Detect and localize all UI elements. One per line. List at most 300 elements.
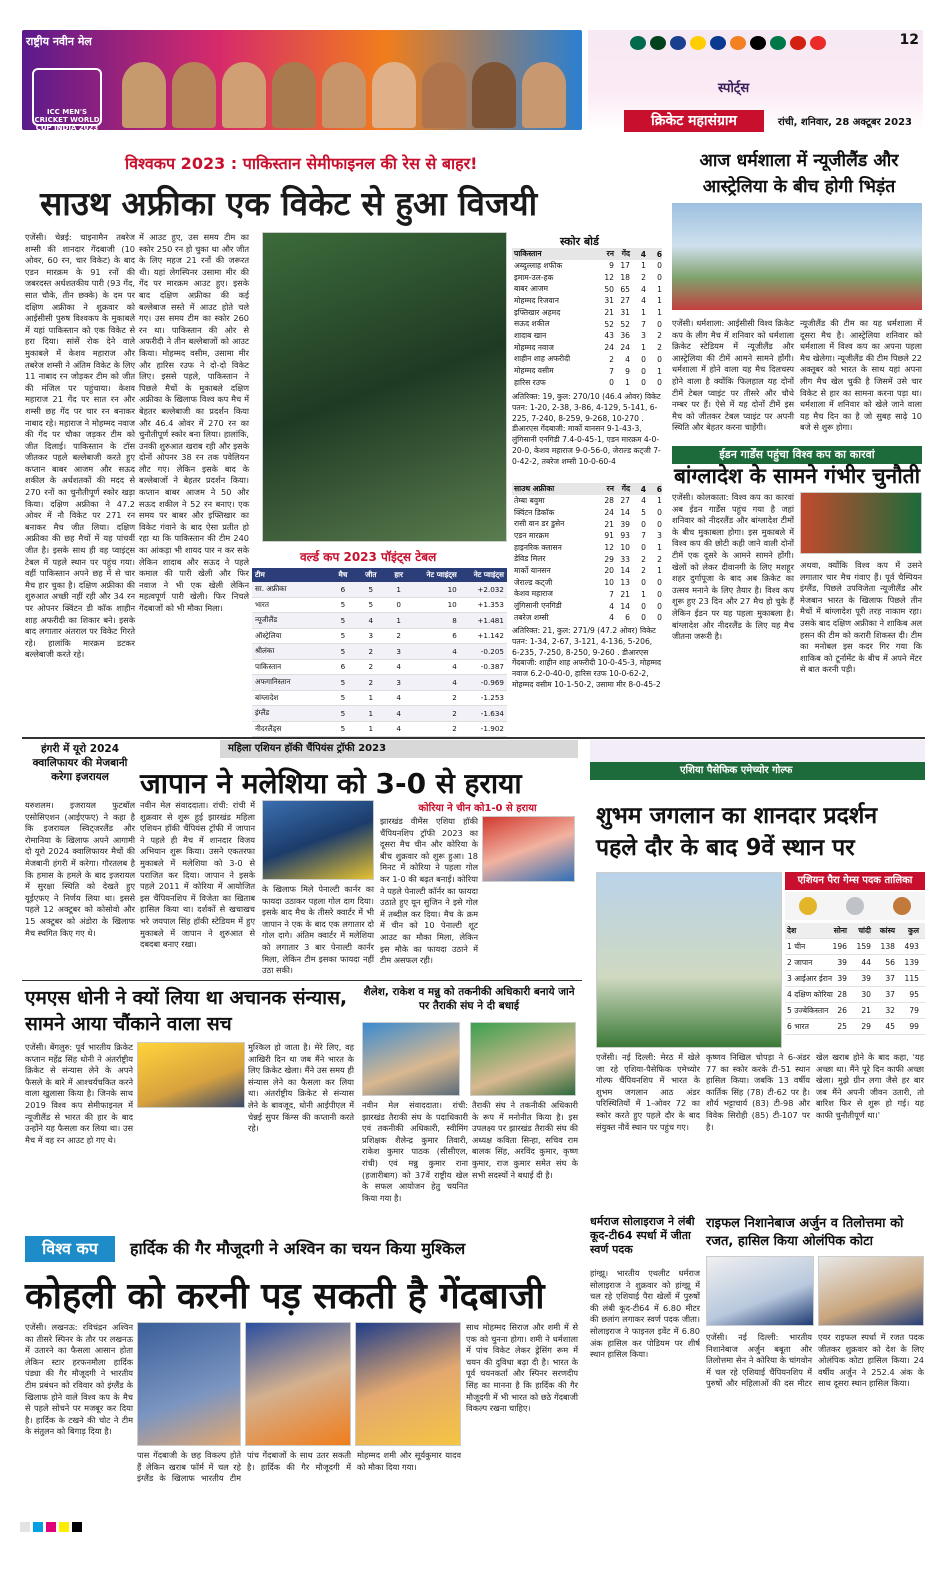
color-swatch: [59, 1522, 69, 1532]
table-cell: 4: [396, 708, 401, 718]
color-swatch: [33, 1522, 43, 1532]
bangladesh-column-1: एजेंसी। कोलकाता: विश्व कप का कारवां अब ईडन गार्डेंस पहुंच गया है जहां शनिवार को नीदरलैंड और बांग्लादेश टीमों के बीच मुकाबला होगा। इस मुकाबले में विश्व कप की छोटी कही जाने वाली दोनों टीमें एक दूसरे के आमने सामने होंगी। खेलों को लेकर दीवानगी के लिए मशहूर शहर दुर्गापूजा के बाद अब क्रिकेट का उत्सव मनाने के लिए तैयार है। विश्व कप शुरू हुए 23 दिन और 27 मैच हो चुके हैं लेकिन ईडन पर यह पहला मुकाबला है। बांग्लादेश और नीदरलैंड के लिए यह मैच जीतना जरूरी है।: [672, 492, 794, 642]
table-cell: 0: [641, 354, 646, 364]
paper-name: राष्ट्रीय नवीन मेल: [26, 35, 92, 48]
swimming-headline: शैलेश, राकेश व मन्नु को तकनीकी अधिकारी बनाये जाने पर तैराकी संघ ने दी बधाई: [363, 986, 575, 1012]
israel-headline: हंगरी में यूरो 2024 क्वालिफायर की मेजबानी करेगा इजरायल: [32, 743, 128, 783]
col-header: रन: [606, 249, 614, 258]
table-cell: 159: [856, 942, 871, 951]
player-photo: [272, 62, 316, 128]
table-cell: 3: [396, 677, 401, 687]
table-cell: 3: [368, 631, 374, 641]
table-row: [252, 629, 507, 645]
pak-summary: अतिरिक्त: 19, कुल: 270/10 (46.4 ओवर) विकेट पतन: 1-20, 2-38, 3-86, 4-129, 5-141, 6-225, 7-240, 8-259, 9-268, 10-270 . डीआरएस गेंदबाजी: मार्को यानसन 9-1-43-3, लुंगिसानी एनगिडी 7.4-0-45-1, एडन मारक्रम 4-0-20-0, केशव महाराज 9-0-56-0, जेराल्ड कट्जी 7-0-42-2, तबरेज शम्सी 10-0-60-4: [512, 392, 661, 466]
table-cell: 24: [604, 343, 614, 353]
table-cell: 14: [620, 566, 630, 576]
player-photo: [322, 62, 366, 128]
table-row: [512, 377, 662, 389]
table-cell: भारत: [255, 599, 269, 609]
table-cell: 0: [657, 261, 662, 271]
table-cell: 12: [604, 273, 614, 283]
table-cell: 27: [620, 296, 630, 306]
kohli-photo: [355, 1322, 461, 1446]
table-row: [512, 530, 662, 542]
sa-scorecard: [512, 483, 662, 624]
table-cell: 25: [837, 1022, 847, 1031]
table-cell: 1: [396, 615, 401, 625]
table-row: [512, 600, 662, 612]
table-cell: 91: [604, 531, 614, 541]
hockey-band: महिला एशियन हॉकी चैंपियंस ट्रॉफी 2023: [220, 740, 578, 758]
table-cell: 138: [880, 942, 895, 951]
table-cell: +1.142: [477, 631, 504, 641]
table-cell: 2: [641, 566, 646, 576]
flag-icon: [710, 36, 726, 50]
col-header: नेट प्वाइंट्स: [473, 570, 504, 579]
table-cell: 4: [452, 662, 457, 672]
table-cell: 1: [368, 708, 374, 718]
dharamshala-column-1: एजेंसी। धर्मशाला: आईसीसी विश्व क्रिकेट कप के लीग मैच में शनिवार को धर्मशाला क्रिकेट स्टेडियम में न्यूजीलैंड और आस्ट्रेलिया की टीमें आमने सामने होंगी। धर्मशाला में होने वाला यह मैच दिलचस्प होने वाला है क्योंकि फिलहाल यह दोनों टीमें टेबल प्वाइंट पर तीसरे और चौथे नम्बर पर हैं। ऐसे में यह दोनों टीमें इस मैच को जीतकर टेबल प्वाइंट पर अपनी स्थिति और बेहतर करना चाहेंगी।: [672, 318, 794, 433]
table-cell: 18: [620, 273, 630, 283]
korea-body: झारखंड वीमेंस एशिया हॉकी चैंपियनशिप ट्रॉफी 2023 का दूसरा मैच चीन और कोरिया के बीच शुक्रवार को शुरू हुआ। 18 मिनट में कोरिया ने पहला गोल कर 1-0 की बढ़त बनाई। कोरिया ने पहले पेनाल्टी कॉर्नर का फायदा उठाते हुए यून सुजिन ने इसे गोल में तब्दील कर दिया। मैच के क्रम में चीन को 10 पेनाल्टी शूट आउट का मौका मिला, लेकिन इस मौके का फायदा उठाने में टीम असफल रही।: [380, 816, 478, 966]
section-divider: [22, 737, 925, 739]
dateline: रांची, शनिवार, 28 अक्टूबर 2023: [778, 117, 913, 128]
hockey-photo: [262, 800, 374, 880]
table-cell: डेविड मिलर: [514, 554, 546, 564]
table-row: [512, 495, 662, 507]
table-cell: 0: [657, 319, 662, 329]
table-cell: 17: [620, 261, 630, 271]
table-cell: ऑस्ट्रेलिया: [255, 630, 282, 640]
table-cell: 0: [657, 578, 662, 588]
table-cell: 10: [620, 543, 630, 553]
official-photo: [362, 1022, 460, 1096]
table-cell: 4: [641, 284, 646, 294]
col-header: मैच: [338, 570, 348, 579]
table-cell: 5: [641, 508, 646, 518]
wc-logo: ICC MEN'S CRICKET WORLD CUP INDIA 2023: [32, 68, 102, 126]
table-cell: 24: [604, 508, 614, 518]
table-cell: 4: [641, 496, 646, 506]
table-cell: 1: [657, 566, 662, 576]
subsection-label: क्रिकेट महासंग्राम: [624, 110, 764, 132]
lead-column-1: एजेंसी। चेन्नई: चाइनामैन तबरेज शम्सी की शानदार गेंदबाजी (10 ओवर, 60 रन, चार विकेट) के बाद एडन मारक्रम के 91 रनों की जबरदस्त अर्धशतकीय पारी (93 गेंद, सात चौके, तीन छक्के) के दम पर दक्षिण अफ्रीका ने शुक्रवार को आईसीसी पुरुष विश्वकप के मुकाबले में यहां पाकिस्तान को एक विकेट से हरा दिया। सांसें रोक देने वाले मुकाबले में केशव महाराज और तबरेज शम्सी ने अंतिम विकेट के लिए 11 नाबाद रन जोड़कर टीम को जीत की मंजिल पर पहुंचाया। केशव महाराज 21 गेंद पर सात रन और शम्सी छह गेंद पर चार रन बनाकर नाबाद रहे। महाराज ने मोहम्मद नवाज की गेंद पर चौका जड़कर टीम को जीत दिलाई। पाकिस्तान के टॉस जीतकर पहले बल्लेबाजी करते हुए कप्तान बाबर आजम और सऊद शकील के अर्धशतकों की मदद से 270 रनों का चुनौतीपूर्ण स्कोर खड़ा किया। दक्षिण अफ्रीका ने 47.2 ओवर में नौ विकेट पर 271 रन बनाकर मैच जीत लिया। दक्षिण अफ्रीका की छह मैचों में यह पांचवीं जीत है। इसके साथ ही वह प्वाइंट्स टेबल में पहले स्थान पर पहुंच गया। वहीं पाकिस्तान अपने छह में से चार मैच हार चुका है। दक्षिण अफ्रीका की शुरुआत अच्छी नहीं रही और 34 रन पर ओपनर क्विंटन डी कॉक शाहीन शाह अफरीदी का शिकार बने। इसके बाद लगातार अंतराल पर विकेट गिरते रहे। हालांकि मारक्रम डटकर बल्लेबाजी करते रहे।: [25, 232, 135, 660]
table-row: [512, 518, 662, 530]
golf-band-label: एशिया पैसेफिक एमेच्योर गोल्फ: [680, 765, 793, 776]
table-row: [512, 553, 662, 565]
bangladesh-strip: ईडन गार्डेंस पहुंचा विश्व कप का कारवां: [672, 446, 922, 464]
col-header: कुल: [908, 925, 919, 935]
table-cell: 0: [657, 589, 662, 599]
table-row: [512, 342, 662, 354]
kohli-subhead: हार्दिक की गैर मौजूदगी ने अश्विन का चयन किया मुश्किल: [130, 1239, 466, 1258]
table-cell: +1.481: [477, 615, 504, 625]
athletics-body: हांग्झू। भारतीय एथलीट धर्मराज सोलाइराज ने शुक्रवार को हांग्झू में चल रहे एशियाई पैरा खेलों में पुरुषों की लंबी कूद-टी64 में 6.80 मीटर की छलांग लगाकर स्वर्ण पदक जीता। सोलाइराज ने फाइनल इवेंट में 6.80 अंक हासिल कर पोडियम पर शीर्ष स्थान हासिल किया।: [590, 1268, 700, 1360]
col-header: हार: [394, 570, 403, 579]
silver-medal-icon: [846, 897, 864, 915]
table-cell: क्विंटन डिकॉक: [514, 507, 555, 517]
table-cell: -0.205: [480, 646, 504, 656]
table-cell: 10: [604, 578, 614, 588]
flag-icon: [770, 36, 786, 50]
player-photo: [522, 62, 566, 128]
golfer-photo: [596, 872, 782, 1048]
col-header: नेट प्वाइंट्स: [426, 570, 457, 579]
table-cell: 1: [396, 584, 401, 594]
table-cell: 20: [604, 566, 614, 576]
bangladesh-players-photo: [800, 492, 922, 554]
table-cell: अफगानिस्तान: [255, 677, 291, 687]
table-cell: 21: [620, 589, 630, 599]
table-cell: 0: [641, 601, 646, 611]
table-cell: 2: [368, 662, 374, 672]
bangladesh-headline: बांग्लादेश के सामने गंभीर चुनौती: [673, 464, 921, 488]
player-photo: [422, 62, 466, 128]
table-cell: 26: [837, 1006, 847, 1015]
table-cell: 2: [657, 343, 662, 353]
points-table-title: वर्ल्ड कप 2023 पॉइंट्स टेबल: [300, 550, 437, 564]
golf-column-1: एजेंसी। नई दिल्ली: मेरठ में खेले जा रहे एशिया-पैसेफिक एमेच्योर गोल्फ चैंपियनशिप में भारत के शुभम जगलान आठ अंडर परिस्थितियों में 1-ओवर 72 का स्कोर करते हुए पहले दौर के बाद संयुक्त नौवें स्थान पर पहुंच गए।: [596, 1052, 700, 1132]
table-cell: +2.032: [477, 584, 504, 594]
shooter-photo: [706, 1256, 814, 1326]
table-cell: 3: [396, 646, 401, 656]
table-cell: 39: [620, 519, 630, 529]
table-cell: केशव महाराज: [514, 589, 553, 599]
table-cell: 13: [620, 578, 630, 588]
table-cell: 99: [909, 1022, 919, 1031]
medal-table: [785, 923, 925, 1035]
korea-headline: कोरिया ने चीन को1-0 से हराया: [418, 803, 537, 814]
table-cell: 5: [340, 600, 346, 610]
table-cell: 31: [620, 308, 630, 318]
points-table-header: [252, 568, 507, 582]
hardik-photo: [245, 1322, 351, 1446]
table-row: [252, 598, 507, 614]
shooting-headline: राइफल निशानेबाज अर्जुन व तिलोत्तमा को रजत, हासिल किया ओलंपिक कोटा: [706, 1216, 904, 1249]
col-header: चांदी: [858, 925, 871, 935]
table-row: [512, 565, 662, 577]
table-cell: 0: [657, 613, 662, 623]
table-cell: मार्को यानसन: [514, 565, 551, 575]
col-header: रन: [606, 484, 614, 493]
table-cell: 7: [609, 589, 614, 599]
table-cell: 2: [657, 554, 662, 564]
table-cell: 21: [604, 308, 614, 318]
table-cell: 12: [604, 543, 614, 553]
table-cell: शादाब खान: [514, 330, 547, 340]
table-cell: 27: [620, 496, 630, 506]
golf-band: [590, 762, 925, 780]
table-cell: 3 आईआर ईरान: [787, 973, 833, 983]
table-cell: 5: [340, 708, 346, 718]
table-cell: 10: [447, 584, 457, 594]
table-cell: 8: [452, 615, 457, 625]
table-row: [512, 283, 662, 295]
table-cell: 4: [396, 693, 401, 703]
table-cell: सऊद शकील: [514, 319, 550, 329]
table-cell: 5: [368, 584, 374, 594]
table-cell: बांग्लादेश: [255, 692, 279, 702]
table-cell: 95: [909, 990, 919, 999]
table-cell: 5: [340, 693, 346, 703]
col-header: साउथ अफ्रीका: [514, 484, 555, 493]
table-cell: 3: [657, 531, 662, 541]
table-row: [512, 307, 662, 319]
table-cell: 79: [909, 1006, 919, 1015]
table-row: [512, 272, 662, 284]
table-row: [512, 577, 662, 589]
kohli-column-1: एजेंसी। लखनऊ: रविचंद्रन अश्विन का तीसरे स्पिनर के तौर पर लखनऊ में उतारने का फैसला आसान होता लेकिन स्टार हरफनमौला हार्दिक पंड्या की गैर मौजूदगी ने भारतीय टीम प्रबंधन को रविवार को इंग्लैंड के खिलाफ होने वाले विश्व कप के मैच से पहले सोचने पर मजबूर कर दिया है। हार्दिक के टखने की चोट ने टीम के संतुलन को बिगाड़ दिया है।: [25, 1322, 133, 1437]
table-cell: 0: [641, 519, 646, 529]
scorecard-header: [512, 248, 662, 260]
table-cell: 493: [904, 942, 919, 951]
table-cell: 0: [657, 378, 662, 388]
table-row: [512, 507, 662, 519]
lead-headline: साउथ अफ्रीका एक विकेट से हुआ विजयी: [40, 184, 538, 223]
table-cell: 0: [396, 600, 401, 610]
table-cell: मोहम्मद नवाज: [514, 342, 554, 352]
table-cell: 1: [657, 543, 662, 553]
table-cell: इंग्लैंड: [255, 708, 270, 718]
table-cell: 2: [368, 677, 374, 687]
table-cell: 2: [368, 646, 374, 656]
table-cell: 5: [340, 615, 346, 625]
table-cell: मोहम्मद वसीम: [514, 366, 554, 376]
table-cell: 1: [368, 693, 374, 703]
table-cell: 5 उज्बेकिस्तान: [787, 1005, 829, 1015]
table-row: [512, 354, 662, 366]
table-cell: 0: [657, 519, 662, 529]
dhoni-column-2: मुश्किल हो जाता है। मेरे लिए, वह आखिरी दिन था जब मैंने भारत के लिए क्रिकेट खेला। मैंने उस समय ही संन्यास लेने का फैसला कर लिया था। अंतर्राष्ट्रीय क्रिकेट से संन्यास लेने के बावजूद, धोनी आईपीएल में चेन्नई सुपर किंग्स की कप्तानी करते रहे।: [248, 1042, 354, 1134]
table-cell: 52: [620, 319, 630, 329]
table-cell: 2: [452, 693, 457, 703]
table-cell: 3: [641, 331, 646, 341]
table-cell: 1: [641, 589, 646, 599]
table-cell: 1: [641, 308, 646, 318]
table-cell: 14: [620, 508, 630, 518]
table-row: [252, 722, 507, 738]
col-header: देश: [787, 925, 797, 935]
page-number: 12: [899, 32, 919, 48]
table-cell: 7: [609, 366, 614, 376]
table-cell: 52: [604, 319, 614, 329]
table-cell: 1 चीन: [787, 941, 806, 951]
player-photo: [172, 62, 216, 128]
flag-icon: [790, 36, 806, 50]
table-cell: हाइनरिक क्लासन: [514, 542, 562, 552]
table-row: [785, 971, 925, 987]
col-header: पाकिस्तान: [514, 249, 542, 258]
golf-column-3: खेल खराब होने के बाद कहा, 'यह अच्छा था। मैंने पूरे दिन काफी अच्छा खेला। मुझे ग्रीन लगा जैसे हर बार जब मैंने अपनी जीवन उतारी, तो बारिश फिर से शुरू हो गई। यह काफी चुनौतीपूर्ण था।': [816, 1052, 924, 1120]
table-cell: 6: [340, 662, 346, 672]
table-cell: 56: [885, 958, 895, 967]
table-row: [512, 295, 662, 307]
table-cell: 65: [620, 284, 630, 294]
col-header: टीम: [255, 570, 265, 579]
table-cell: श्रीलंका: [255, 646, 275, 656]
medal-table-title: एशियन पैरा गेम्स पदक तालिका: [785, 872, 925, 890]
table-cell: 1: [641, 261, 646, 271]
table-row: [512, 260, 662, 272]
table-cell: 6 भारत: [787, 1021, 809, 1031]
table-cell: 6: [340, 584, 346, 594]
table-cell: 1: [657, 296, 662, 306]
table-row: [785, 987, 925, 1003]
table-cell: 0: [641, 613, 646, 623]
table-cell: 37: [885, 974, 895, 983]
kohli-column-3: साथ मोहम्मद सिराज और शमी में से एक को चुनना होगा। शमी ने धर्मशाला में पांच विकेट लेकर ड्रेसिंग रूम में चयन की दुविधा बढ़ा दी है। भारत के पूर्व चयनकर्ता और स्पिनर सरणदीप सिंह का मानना है कि हार्दिक की गैर मौजूदगी में भी भारत को छठे गेंदबाजी विकल्प रखना चाहिए।: [466, 1322, 578, 1414]
table-cell: 5: [340, 631, 346, 641]
dhoni-column-1: एजेंसी। बेंगलुरु: पूर्व भारतीय क्रिकेट कप्तान महेंद्र सिंह धोनी ने अंतर्राष्ट्रीय क्रिकेट से संन्यास लेने के अपने फैसले के बारे में आश्चर्यचकित करने वाला खुलासा किया है। जिनके साथ 2019 विश्व कप सेमीफाइनल में न्यूजीलैंड से भारत की हार के बाद उन्होंने यह फैसला कर लिया था। उस मैच में वह रन आउट हो गए थे।: [25, 1042, 133, 1145]
dharamshala-headline: आज धर्मशाला में न्यूजीलैंड और आस्ट्रेलिया के बीच होगी भिड़ंत: [699, 151, 899, 197]
table-cell: 0: [609, 378, 614, 388]
player-photo: [472, 62, 516, 128]
swimming-column-1: नवीन मेल संवाददाता। रांची: झारखंड तैराकी संघ के पदाधिकारी एवं तकनीकी अधिकारी, स्वीमिंग प्रशिक्षक शैलेन्द्र कुमार तिवारी, राकेश कुमार पाठक (सीसीएल, रांची) एवं मन्नु कुमार राना (हजारीबाग) को 37वें राष्ट्रीय खेल के सफल आयोजन हेतु चयनित किया गया है।: [362, 1100, 468, 1203]
col-header: जीत: [365, 570, 377, 579]
table-cell: 2: [641, 273, 646, 283]
table-cell: 1: [657, 366, 662, 376]
team-flags: [630, 36, 880, 50]
table-row: [785, 1003, 925, 1019]
table-cell: 0: [641, 366, 646, 376]
table-cell: 21: [604, 519, 614, 529]
match-photo: [262, 232, 507, 542]
world-cup-banner: [22, 30, 582, 130]
table-cell: 0: [657, 508, 662, 518]
kohli-column-2: पास गेंदबाजी के छह विकल्प होते हैं लेकिन खराब फॉर्म में चल रहे इंग्लैंड के खिलाफ भारतीय टीम पांच गेंदबाजों के साथ उतर सकती है। हार्दिक की गैर मौजूदगी में मोहम्मद शमी और सूर्यकुमार यादव को मौका दिया गया।: [137, 1450, 461, 1484]
table-cell: इफ्तिखार अहमद: [514, 307, 561, 317]
table-cell: 2: [641, 554, 646, 564]
table-cell: 4: [368, 615, 374, 625]
table-cell: शाहीन शाह अफरीदी: [514, 354, 571, 364]
table-cell: नीदरलैंड्स: [255, 723, 282, 733]
table-cell: 6: [625, 613, 630, 623]
table-cell: 2: [452, 708, 457, 718]
table-row: [512, 318, 662, 330]
print-registration-bar: [20, 1520, 925, 1534]
col-header: 6: [656, 484, 662, 494]
table-cell: 2 जापान: [787, 957, 813, 967]
bronze-medal-icon: [893, 897, 911, 915]
table-row: [252, 706, 507, 722]
table-cell: 29: [604, 554, 614, 564]
table-row: [512, 365, 662, 377]
table-cell: 9: [609, 261, 614, 271]
table-cell: मोहम्मद रिजवान: [514, 295, 559, 305]
table-cell: 24: [620, 343, 630, 353]
table-cell: 4: [452, 677, 457, 687]
table-cell: 5: [368, 600, 374, 610]
table-row: [252, 691, 507, 707]
table-cell: 5: [340, 724, 346, 734]
pak-scorecard: [512, 248, 662, 389]
table-cell: रासी वान डर डुसेन: [514, 519, 565, 529]
points-table: [252, 568, 507, 737]
table-row: [252, 613, 507, 629]
table-row: [252, 675, 507, 691]
table-cell: 2: [609, 354, 614, 364]
flag-icon: [750, 36, 766, 50]
color-swatch: [72, 1522, 82, 1532]
table-cell: 28: [837, 990, 847, 999]
section-divider: [22, 980, 582, 981]
gold-medal-icon: [799, 897, 817, 915]
table-row: [252, 582, 507, 598]
table-cell: 4: [396, 662, 401, 672]
col-header: 4: [640, 484, 646, 494]
table-cell: 9: [625, 366, 630, 376]
table-cell: 1: [657, 496, 662, 506]
lead-kicker: विश्वकप 2023 : पाकिस्तान सेमीफाइनल की रेस से बाहर!: [125, 154, 478, 173]
dhoni-photo: [137, 1042, 245, 1108]
table-cell: न्यूजीलैंड: [255, 615, 278, 625]
table-cell: 45: [885, 1022, 895, 1031]
golf-headline: शुभम जगलान का शानदार प्रदर्शन पहले दौर के बाद 9वें स्थान पर: [596, 803, 878, 861]
table-cell: 31: [604, 296, 614, 306]
table-cell: 1: [368, 724, 374, 734]
table-cell: 44: [861, 958, 871, 967]
medal-icons: [785, 892, 925, 920]
table-cell: 2: [396, 631, 401, 641]
col-header: गेंद: [621, 249, 630, 258]
korea-photo: [482, 816, 575, 882]
table-cell: 37: [885, 990, 895, 999]
col-header: कांस्य: [879, 925, 895, 935]
table-cell: 0: [657, 273, 662, 283]
table-cell: -0.969: [480, 677, 504, 687]
table-cell: पाकिस्तान: [255, 661, 282, 671]
table-cell: एडन मारक्रम: [514, 530, 549, 540]
golf-column-2: कृष्णव निखिल चोपड़ा ने 6-अंडर 77 का स्कोर करके टी-51 स्थान हासिल किया। जबकि 13 वर्षीय कार्तिक सिंह (78) टी-62 पर है। शौर्य भट्टाचार्य (83) टी-98 और विवेक सिरोही (85) टी-107 पर है।: [706, 1052, 810, 1132]
hockey-column-1: नवीन मेल संवाददाता। रांची: रांची में शुक्रवार से शुरू हुई झारखंड महिला एशियन हॉकी चैंपियंस ट्रॉफी में जापान ने पहले ही मैच में शानदार विजय अभियान शुरू किया। उसने एकतरफा मुकाबले में मलेशिया को 3-0 से पराजित कर दिया। जापान ने इसके पहले 2011 में कोरिया में आयोजित इस चैंपियनशिप में विजेता का खिताब हासिल किया था। दर्शकों से खचाखच भरे जयपाल सिंह हॉकी स्टेडियम में हुए मुकाबले में जापान ने शुरुआत से दबदबा बनाए रखा।: [140, 800, 255, 950]
table-cell: 196: [832, 942, 847, 951]
shooter-photo: [818, 1256, 924, 1326]
table-cell: 4: [609, 613, 614, 623]
table-cell: 4: [609, 601, 614, 611]
table-cell: 43: [604, 331, 614, 341]
shooting-body: एजेंसी। नई दिल्ली: भारतीय निशानेबाज अर्जुन बबूता और तिलोत्तमा सेन ने कोरिया के चांगवोन में चल रहे एशियाई चैंपियनशिप में पुरुषों और महिलाओं की दस मीटर एयर राइफल स्पर्धा में रजत पदक जीतकर शुक्रवार को देश के लिए ओलंपिक कोटा हासिल किया। 24 वर्षीय अर्जुन ने 252.4 अंक के साथ दूसरा स्थान हासिल किया।: [706, 1332, 924, 1389]
official-photo: [470, 1022, 576, 1096]
stadium-photo: [672, 203, 922, 310]
table-cell: 21: [861, 1006, 871, 1015]
table-cell: 29: [861, 1022, 871, 1031]
table-cell: 0: [641, 543, 646, 553]
flag-icon: [630, 36, 646, 50]
table-cell: 7: [641, 531, 646, 541]
table-cell: 2: [657, 331, 662, 341]
table-cell: 4 दक्षिण कोरिया: [787, 989, 833, 999]
table-cell: अब्दुल्लाह शफीक: [514, 260, 563, 270]
lead-column-2: में आउट हुए, उस समय टीम का स्कोर 250 रन हो चुका था और जीत के लिए महज 21 रनों की जरूरत थी। यहां लेगस्पिनर उसामा मीर की गेंद पर मारक्रम आउट हुए। इसके बाद दक्षिण अफ्रीका की कई बल्लेबाज सस्ते में आउट होते चले गए। उस समय टीम का स्कोर 260 रन था। पाकिस्तान की ओर से अफरीदी ने तीन बल्लेबाजों को आउट किया। मोहम्मद वसीम, उसामा मीर और हारिस रउफ ने दो-दो विकेट लिए। इससे पहले, पाकिस्तान ने पिछले मैचों के मुकाबले दक्षिण अफ्रीका के खिलाफ विश्व कप मैच में बेहतर बल्लेबाजी का प्रदर्शन किया और 46.4 ओवर में 270 रन का चुनौतीपूर्ण स्कोर बना लिया। हालांकि, उनकी शुरुआत खराब रही और इसके दोनों ओपनर 38 रन तक पवेलियन लौट गए। लेकिन इसके बाद के बल्लेबाजों ने बेहतर प्रदर्शन किया। कप्तान बाबर आजम ने 50 और सऊद शकील ने 52 रन बनाए। एक समय पर बाबर और इफ्तिखार का विकेट गंवाने के बाद ऐसा प्रतीत हो रहा था कि पाकिस्तान की टीम 240 का आंकड़ा भी शायद पार न कर सके लेकिन शादाब और सऊद ने पहले कमाल की पारी खेली और फिर नवाज ने भी एक खेली लेकिन महत्वपूर्ण पारी खेली। फिर निचले गेंदबाजों को भी मौका मिला।: [139, 232, 249, 613]
section-label: स्पोर्ट्स: [718, 81, 750, 96]
table-cell: 4: [641, 296, 646, 306]
table-row: [512, 612, 662, 624]
table-cell: 6: [452, 631, 457, 641]
flag-icon: [730, 36, 746, 50]
ashwin-photo: [137, 1322, 241, 1446]
table-cell: 4: [396, 724, 401, 734]
table-cell: 5: [340, 677, 346, 687]
table-cell: 36: [620, 331, 630, 341]
bangladesh-column-2: अथवा, क्योंकि विश्व कप में उसने लगातार चार मैच गंवाए हैं। पूर्व चैम्पियन इंग्लैंड, पिछले उपविजेता न्यूजीलैंड और मेजबान भारत के खिलाफ पिछले तीन मैचों में बांग्लादेश पूरी तरह नाकाम रहा। उसके बाद दक्षिण अफ्रीका ने शाकिब अल हसन की टीम को करारी शिकस्त दी। टीम का मनोबल इस कदर गिर गया कि शाकिब को टूर्नामेंट के बीच में अपने मेंटर से बात करनी पड़ी।: [800, 560, 922, 675]
flag-icon: [670, 36, 686, 50]
sa-summary: अतिरिक्त: 21, कुल: 271/9 (47.2 ओवर) विकेट पतन: 1-34, 2-67, 3-121, 4-136, 5-206, 6-235, 7-250, 8-250, 9-260 . डीआरएस गेंदबाजी: शाहीन शाह अफरीदी 10-0-45-3, मोहम्मद नवाज 6.2-0-40-0, हारिस रउफ 10-0-62-2, मोहम्मद वसीम 10-1-50-2, उसामा मीर 8-0-45-2: [512, 626, 662, 689]
table-cell: 1: [625, 378, 630, 388]
table-cell: 30: [861, 990, 871, 999]
swimming-column-2: तैराकी संघ ने तकनीकी अधिकारी के रूप में मनोनीत किया है। इस उपलक्ष्य पर झारखंड तैराकी संघ की अध्यक्ष कविता सिन्हा, सचिव राम बालक सिंह, अरविंद कुमार, कृष्ण कुमार, राज कुमार समेत संघ के सभी सदस्यों ने बधाई दी है।: [472, 1100, 578, 1180]
table-cell: 0: [657, 601, 662, 611]
table-cell: इमाम-उल-हक: [514, 272, 554, 282]
